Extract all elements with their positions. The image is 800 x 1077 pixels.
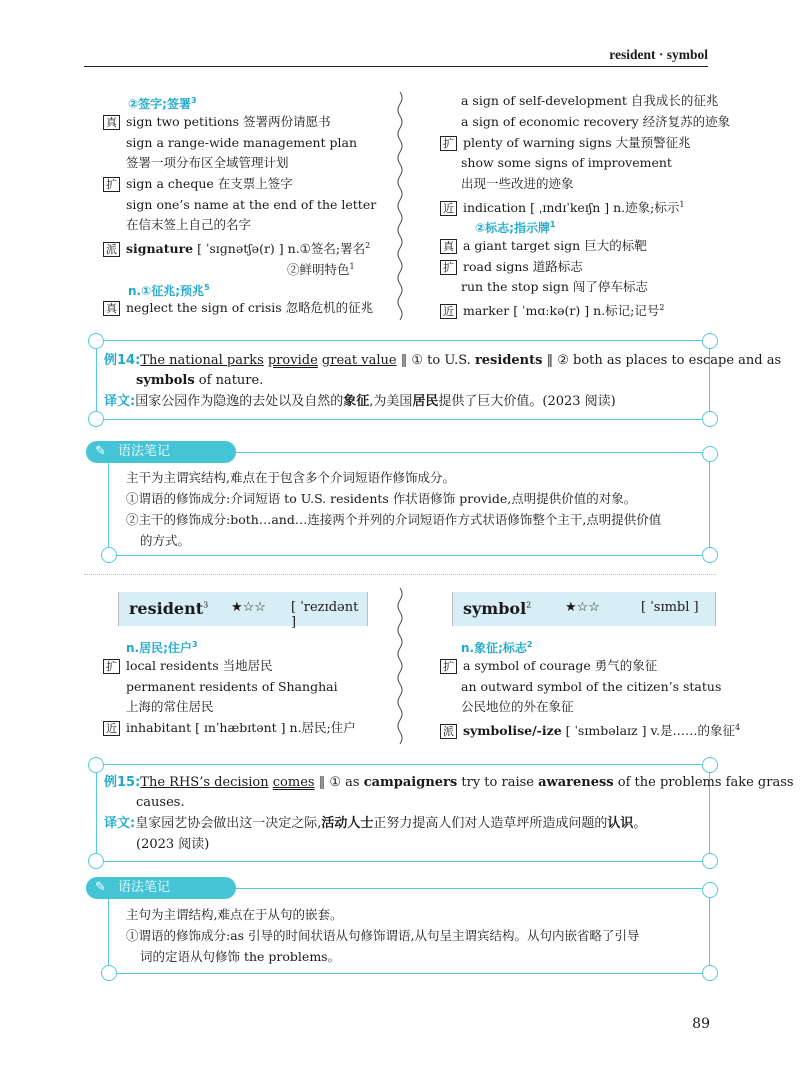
sense-sign-verb: ②签字;签署$^3$ [128,96,197,111]
entry-line: 派 symbolise/-ize [ ˈsɪmbəlaɪz ] v.是……的象征$^4$ [440,719,740,740]
note-line: 主句为主谓结构,难点在于从句的嵌套。 [126,907,343,922]
entry-line: permanent residents of Shanghai [126,679,338,694]
entry-line: run the stop sign 闯了停车标志 [461,279,648,294]
entry-line: ②鲜明特色$^1$ [287,262,355,278]
entry-line: 出现一些改进的迹象 [461,176,574,191]
running-header: resident · symbol [609,47,708,62]
note-line: ②主干的修饰成分:both…and…连接两个并列的介词短语作方式状语修饰整个主干,点明提供价值 [126,512,662,527]
corner-ornament [88,757,104,773]
sense-sign-noun: n.①征兆;预兆$^5$ [128,283,210,298]
note-line: 主干为主谓宾结构,难点在于包含多个介词短语作修饰成分。 [126,470,455,485]
entry-line: 近 indication [ ˌɪndɪˈkeɪʃn ] n.迹象;标示$^1$ [440,196,684,217]
note-line: ①谓语的修饰成分:介词短语 to U.S. residents 作状语修饰 provide,点明提供价值的对象。 [126,491,637,506]
entry-line: 扩 sign a cheque 在支票上签字 [103,175,293,193]
entry-line: 公民地位的外在象征 [461,699,574,714]
example-15-sentence: 例15:The RHS’s decision comes ‖ ① as campaigners try to raise awareness of the problems fake grass [104,775,794,790]
entry-line: 派 signature [ ˈsɪɡnətʃə(r) ] n.①签名;署名$^2$ [103,237,370,258]
sense-sign-board: ②标志;指示牌$^1$ [475,220,556,235]
example-15-sentence-cont: causes. [136,795,185,810]
entry-line: 在信末签上自己的名字 [126,217,252,232]
corner-ornament [101,547,117,563]
corner-ornament [702,965,718,981]
note-line: ①谓语的修饰成分:as 引导的时间状语从句修饰谓语,从句呈主谓宾结构。从句内嵌省略了引导 [126,928,640,943]
entry-line: 扩 a symbol of courage 勇气的象征 [440,657,657,675]
corner-ornament [101,965,117,981]
header-rule [84,66,708,67]
example-15-translation: 译文:皇家园艺协会做出这一决定之际,活动人士正努力提高人们对人造草坪所造成问题的认识。 [104,816,647,831]
frequency-stars: ★☆☆ [565,600,600,615]
entry-line: an outward symbol of the citizen’s status [461,679,722,694]
entry-line: 真 a giant target sign 巨大的标靶 [440,237,647,255]
pen-icon: ✎ [95,444,106,459]
column-divider [396,92,404,322]
sense-resident: n.居民;住户$^3$ [126,640,198,655]
section-divider [84,574,716,575]
entry-line: 真 neglect the sign of crisis 忽略危机的征兆 [103,299,373,317]
entry-line: 上海的常住居民 [126,699,214,714]
headword: symbol$^2$ [463,599,532,618]
example-14-sentence: 例14:The national parks provide great value ‖ ① to U.S. residents ‖ ② both as places to escape and as [104,353,782,368]
example-15-source: (2023 阅读) [136,837,210,852]
corner-ornament [88,411,104,427]
example-14-translation: 译文:国家公园作为隐逸的去处以及自然的象征,为美国居民提供了巨大价值。(2023 阅读) [104,394,616,409]
headword: resident$^3$ [129,599,209,618]
note-line: 词的定语从句修饰 the problems。 [140,949,341,964]
grammar-note-tab: ✎ 语法笔记 [86,441,236,463]
entry-line: sign a range-wide management plan [126,135,358,150]
frequency-stars: ★☆☆ [231,600,266,615]
entry-line: 扩 local residents 当地居民 [103,657,273,675]
corner-ornament [88,333,104,349]
corner-ornament [702,333,718,349]
corner-ornament [702,757,718,773]
entry-line: 扩 road signs 道路标志 [440,258,583,276]
corner-ornament [702,411,718,427]
corner-ornament [702,882,718,898]
entry-line: 近 marker [ ˈmɑːkə(r) ] n.标记;记号$^2$ [440,299,664,320]
corner-ornament [88,853,104,869]
corner-ornament [702,547,718,563]
entry-line: a sign of economic recovery 经济复苏的迹象 [461,114,731,129]
entry-line: show some signs of improvement [461,155,672,170]
entry-line: a sign of self-development 自我成长的征兆 [461,93,719,108]
entry-line: 签署一项分布区全域管理计划 [126,155,289,170]
entry-line: 真 sign two petitions 签署两份请愿书 [103,113,331,131]
note-line: 的方式。 [140,533,191,548]
sense-symbol: n.象征;标志$^2$ [461,640,533,655]
entry-line: 近 inhabitant [ ɪnˈhæbɪtənt ] n.居民;住户 [103,719,356,737]
grammar-note-tab: ✎ 语法笔记 [86,877,236,899]
page-number: 89 [692,1016,710,1032]
phonetic: [ ˈrezɪdənt ] [291,600,359,630]
column-divider [396,588,404,748]
entry-line: 扩 plenty of warning signs 大量预警征兆 [440,134,691,152]
corner-ornament [702,853,718,869]
corner-ornament [702,446,718,462]
pen-icon: ✎ [95,880,106,895]
entry-line: sign one’s name at the end of the letter [126,197,377,212]
symbol-headword-box [452,592,716,626]
resident-headword-box [118,592,368,630]
example-14-sentence-cont: symbols of nature. [136,373,264,388]
phonetic: [ ˈsɪmbl ] [641,600,699,615]
